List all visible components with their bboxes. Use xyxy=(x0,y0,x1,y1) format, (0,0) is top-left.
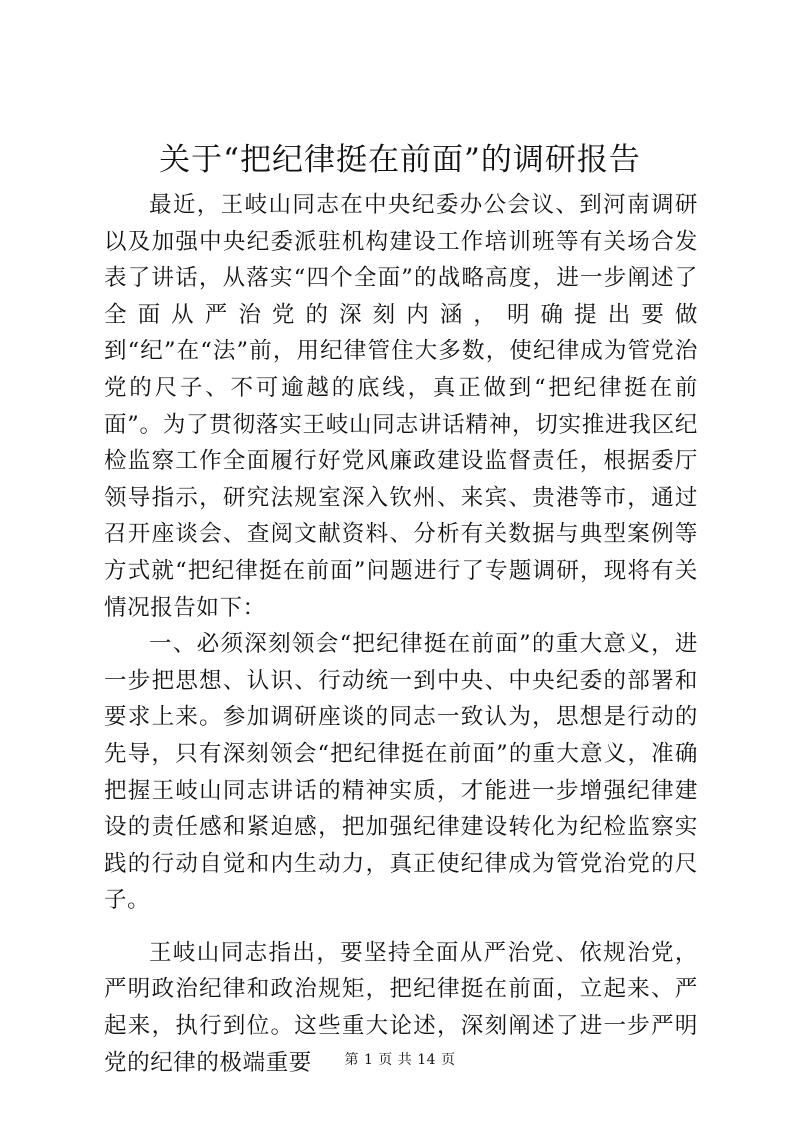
paragraph-wang-qishan: 王岐山同志指出，要坚持全面从严治党、依规治党，严明政治纪律和政治规矩，把纪律挺在前面，立起来、严起来，执行到位。这些重大论述，深刻阐述了进一步严明党的纪律的极端重要 xyxy=(104,939,698,1076)
paragraph-intro: 最近，王岐山同志在中央纪委办公会议、到河南调研以及加强中央纪委派驻机构建设工作培训班等有关场合发表了讲话，从落实“四个全面”的战略高度，进一步阐述了全面从严治党的深刻内涵，明确提出要做到“纪”在“法”前，用纪律管住大多数，使纪律成为管党治党的尺子、不可逾越的底线，真正做到“把纪律挺在前面”。为了贯彻落实王岐山同志讲话精神，切实推进我区纪检监察工作全面履行好党风廉政建设监督责任，根据委厅领导指示，研究法规室深入钦州、来宾、贵港等市，通过召开座谈会、查阅文献资料、分析有关数据与典型案例等方式就“把纪律挺在前面”问题进行了专题调研，现将有关情况报告如下： xyxy=(104,192,698,621)
paragraph-section-one: 一、必须深刻领会“把纪律挺在前面”的重大意义，进一步把思想、认识、行动统一到中央、中央纪委的部署和要求上来。参加调研座谈的同志一致认为，思想是行动的先导，只有深刻领会“把纪律挺在前面”的重大意义，准确把握王岐山同志讲话的精神实质，才能进一步增强纪律建设的责任感和紧迫感，把加强纪律建设转化为纪检监察实践的行动自觉和内生动力，真正使纪律成为管党治党的尺子。 xyxy=(104,631,698,914)
page-footer: 第 1 页 共 14 页 xyxy=(344,1052,456,1068)
document-title: 关于“把纪律挺在前面”的调研报告 xyxy=(159,142,641,178)
document-body xyxy=(104,187,698,1081)
